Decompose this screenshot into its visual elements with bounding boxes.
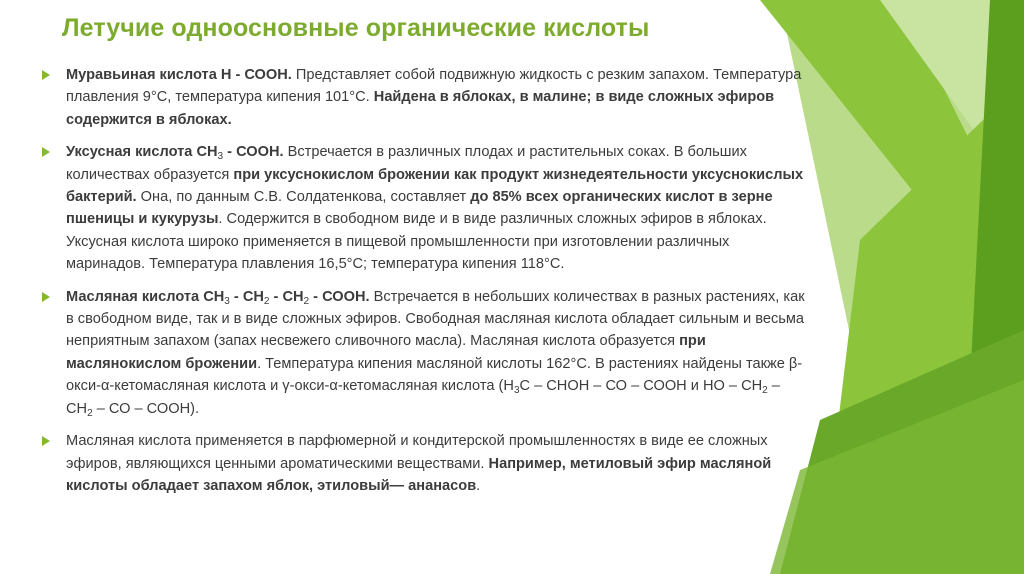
slide-title: Летучие одноосновные органические кислоты — [62, 14, 650, 42]
text: . Температура кипения масляной кислоты 162°С. В растениях найдены также β-окси-α-кетомасляная кислота и γ-окси-α-кетомасляная кислота (Н — [66, 355, 803, 395]
bullet-arrow-icon — [42, 70, 50, 80]
list-item-formic-acid — [40, 64, 810, 131]
subscript: 2 — [303, 295, 310, 307]
bold-text: Уксусная кислота СН — [66, 144, 218, 161]
bullet-arrow-icon — [42, 292, 50, 302]
text: Встречается в различных плодах и растительных соках. В больших количествах образуется — [66, 144, 747, 183]
list-item-butyric-acid — [40, 286, 810, 420]
bullet-arrow-icon — [42, 436, 50, 446]
text: Представляет собой подвижную жидкость с резким запахом. Температура плавления 9°С, температура кипения 101°С. — [66, 67, 802, 106]
text: Она, по данным С.В. Солдатенкова, составляет — [136, 189, 471, 206]
bold-text: - СООН. — [309, 288, 370, 305]
bold-text: - СН — [229, 288, 264, 305]
bold-text: - СН — [269, 288, 304, 305]
text: – СН — [66, 378, 780, 417]
subscript: 2 — [263, 295, 270, 307]
subscript: 3 — [217, 151, 224, 163]
bold-text: - СООН. — [223, 144, 284, 161]
bold-text: при маслянокислом брожении — [66, 333, 706, 372]
subscript: 3 — [513, 385, 520, 397]
subscript: 3 — [224, 295, 230, 307]
text: . — [476, 477, 481, 494]
text: Масляная кислота применяется в парфюмерной и кондитерской промышленностях в виде ее сложных эфиров, являющихся ценными ароматическими веществами. — [66, 433, 768, 472]
bold-text: до 85% всех органических кислот в зерне пшеницы и кукурузы — [66, 189, 773, 228]
bold-text: Например, метиловый эфир масляной кислоты обладает запахом яблок, этиловый— ананасов — [66, 455, 772, 494]
list-item-acetic-acid — [40, 141, 810, 275]
content-list — [40, 64, 810, 507]
bold-text: при уксуснокислом брожении как продукт жизнедеятельности уксуснокислых бактерий. — [66, 166, 804, 206]
text: – СО – СООН). — [92, 400, 200, 417]
bold-text: Масляная кислота СН — [66, 288, 225, 305]
bold-text: Найдена в яблоках, в малине; в виде сложных эфиров содержится в яблоках. — [66, 89, 775, 128]
text: Встречается в небольших количествах в разных растениях, как в свободном виде, так и в виде сложных эфиров. Свободная масляная кислота обладает сильным и весьма неприятным запахом (запах несвежего сливочного масла). Масляная кислота образуется — [66, 288, 805, 350]
subscript: 2 — [87, 407, 93, 419]
bullet-arrow-icon — [42, 147, 50, 157]
list-item-butyric-acid-usage — [40, 430, 810, 497]
text: С – СНОН – СО – СООН и НО – СН — [519, 378, 763, 395]
bold-text: Муравьиная кислота Н - СООН. — [66, 67, 292, 83]
subscript: 2 — [762, 385, 768, 397]
text: . Содержится в свободном виде и в виде различных сложных эфиров в яблоках. Уксусная кислота широко применяется в пищевой промышленности при изготовлении различных маринадов. Температура плавления 16,5°С; температура кипения 118°С. — [66, 211, 767, 273]
